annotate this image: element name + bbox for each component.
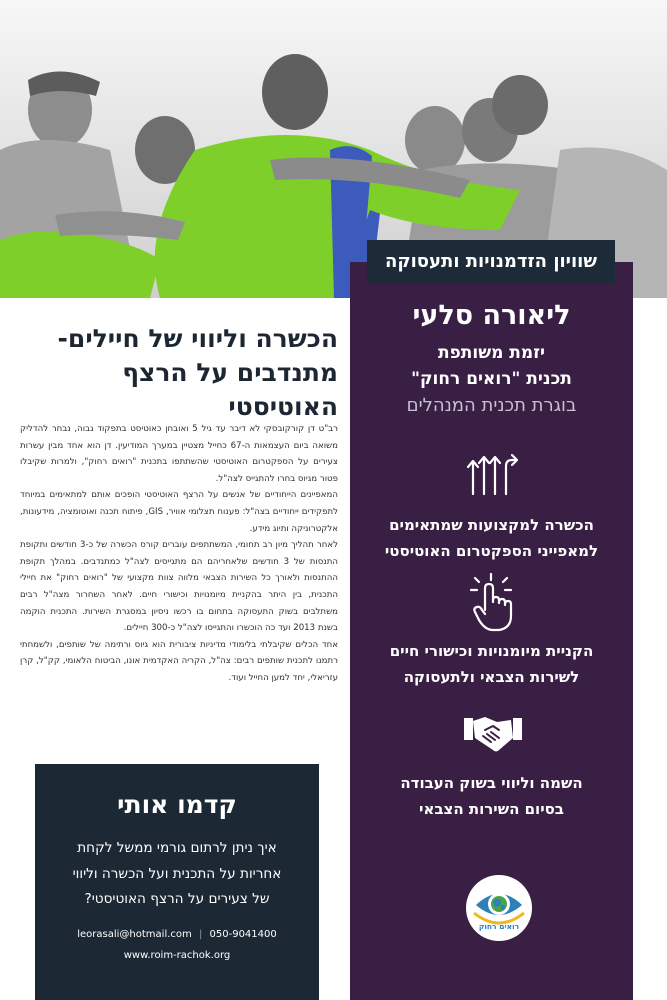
contact-email[interactable]: leorasali@hotmail.com — [77, 929, 192, 940]
arrows-up-icon — [465, 448, 519, 502]
eye-globe-logo — [466, 875, 532, 941]
headline-line-1: הכשרה וליווי של חיילים- — [57, 324, 338, 353]
feature-2-text — [350, 638, 633, 690]
feature-1-line-2: למאפייני הספקטרום האוטיסטי — [384, 542, 599, 560]
feature-3-line-2: בסיום השירות הצבאי — [419, 800, 564, 818]
contact-website[interactable]: www.roim-rachok.org — [123, 950, 231, 961]
headline-line-2: מתנדבים על הרצף — [122, 358, 338, 387]
contact-question-line-3: של צעירים על הרצף האוטיסטי? — [84, 891, 270, 907]
profile-role-1: יזמת משותפת — [437, 343, 546, 363]
feature-2-line-1: הקניית מיומנויות וכישורי חיים — [389, 642, 594, 660]
feature-3-text — [350, 770, 633, 822]
contact-details — [35, 929, 319, 940]
profile-role-2: תכנית "רואים רחוק" — [411, 369, 572, 389]
logo-text: רואים רחוק — [478, 922, 520, 931]
contact-title: קדמו אותי — [117, 790, 237, 819]
headline-line-3: האוטיסטי — [228, 392, 338, 421]
feature-1-line-1: הכשרה למקצועות שמתאימים — [389, 516, 594, 534]
article-paragraph-3: לאחר תהליך מיון רב תחומי, המשתתפים עוברים קורס הכשרה של כ-3 חודשים ותקופת התנסות של 3 חודשים שלאחריהם הם מתגייסים לצה"ל כמתנדבים. במהלך תקופת ההתנסות ולאורך כל השירות הצבאי מלווה צוות מקצועי של "רואים רחוק" את חיילי התכנית, בין היתר בהקניית מיומנויות וכישורי חיים. לאחר השחרור מצה"ל רבים משתלבים בשוק התעסוקה בתחום בו רכשו ניסיון במסגרת השירות. התכנית הוקמה בשנת 2013 ועד כה הוכשרו והתגייסו לצה"ל כ-300 חיילים. — [20, 540, 338, 634]
article-paragraph-1: רב"ט דן קורקובסקי לא דיבר עד גיל 5 ואובחן כאוטיסט בתפקוד גבוה, נבחר להדליק משואה ביום העצמאות ה-67 כחייל מצטיין במערך המודיעין. דן הוא אחד מבין עשרות צעירים על הספקטרום האוטיסטי שהשתתפו בתכנית "רואים רחוק", ולמרות שקיבלו פטור מגיוס בחרו להתגייס לצה"ל. — [20, 424, 338, 484]
contact-question-line-2: אחריות על התכנית ועל הכשרה וליווי — [72, 866, 282, 882]
feature-1-text — [350, 512, 633, 564]
article-paragraph-2: המאפיינים הייחודיים של אנשים על הרצף האוטיסטי הופכים אותם למתאימים במיוחד לתפקידים ייחודיים בצה"ל: פענוח תצלומי אוויר, GIS, פיתוח תכנה ואוטומציה, מידעונות, אלקטרוניקה ותיוג מידע. — [20, 490, 338, 534]
article-paragraph-4: אחד הכלים שקיבלתי בלימודי מדיניות ציבורית הוא גיוס ורתימה של שותפים, ולשמחתי רתמנו לתכנית שותפים רבים: צה"ל, הקריה האקדמית אונו, הביטוח הלאומי, קק"ל, קרן עזריאלי, יחד למען החייל ועוד. — [20, 639, 338, 683]
handshake-icon — [463, 712, 523, 756]
feature-2-line-2: לשירות הצבאי ולתעסוקה — [403, 668, 580, 686]
contact-separator: | — [198, 929, 203, 940]
article-body — [20, 421, 338, 687]
contact-phone[interactable]: 050-9041400 — [209, 929, 277, 940]
touch-hand-icon — [467, 572, 517, 632]
article-headline — [20, 322, 338, 424]
feature-3-line-1: השמה וליווי בשוק העבודה — [400, 774, 583, 792]
contact-question-line-1: איך ניתן לרתום גורמי ממשל לקחת — [77, 840, 277, 856]
profile-name: ליאורה סלעי — [412, 300, 571, 331]
profile-role-3: בוגרת תכנית המנהלים — [406, 395, 577, 416]
tagline-banner: שוויון הזדמנויות ותעסוקה — [367, 240, 615, 284]
